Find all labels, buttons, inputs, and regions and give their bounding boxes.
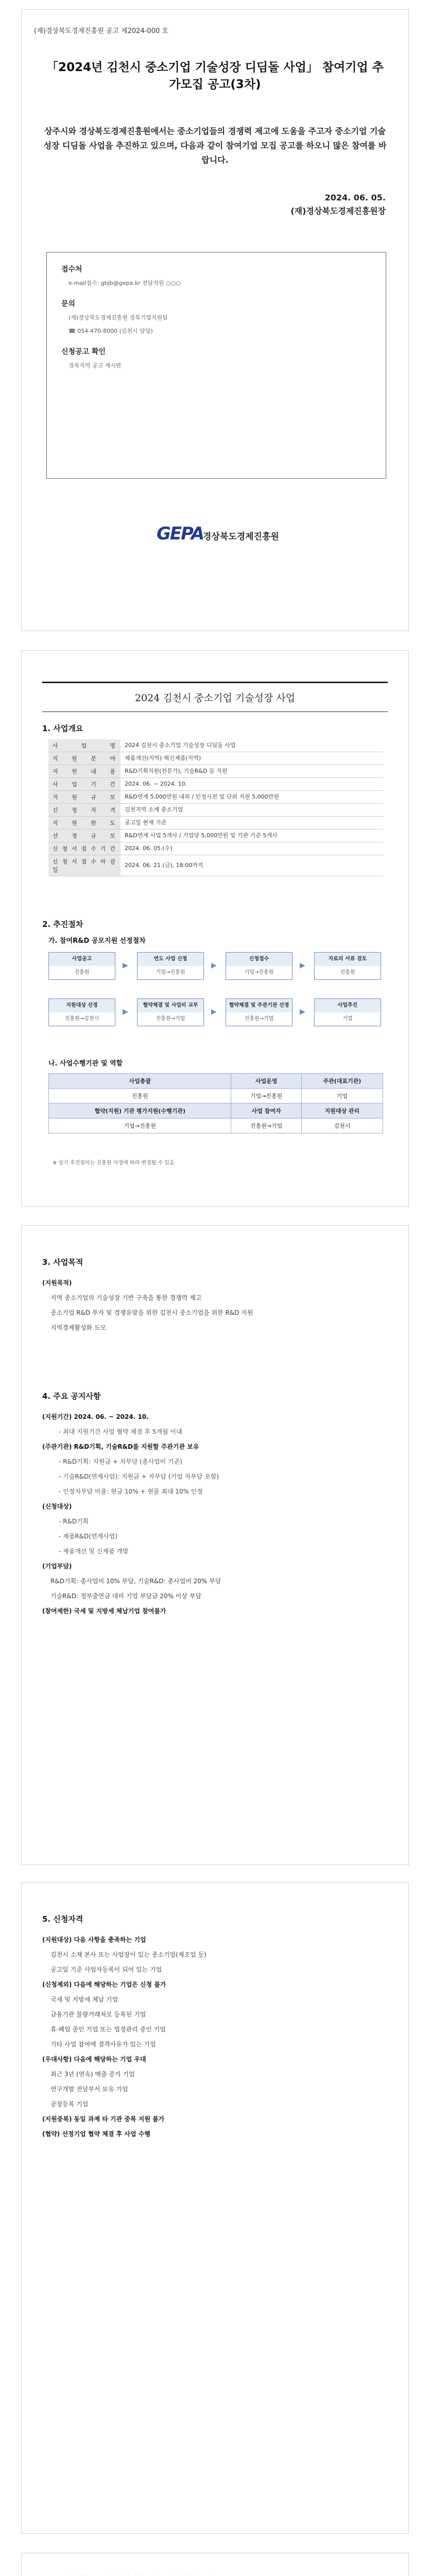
- contact-line: 경북지역 공고 게시판: [68, 362, 122, 369]
- text-line: (신청제외) 다음에 해당하는 기업은 신청 불가: [42, 1981, 166, 1988]
- role-cell: 기업: [301, 1089, 383, 1104]
- role-head: 사업 참여자: [231, 1104, 301, 1118]
- section-heading: 4. 주요 공지사항: [42, 1392, 101, 1401]
- overview-value: 김천지역 소재 중소기업: [121, 804, 383, 817]
- overview-row: [48, 778, 383, 791]
- document-number: (재)경상북도경제진흥원 공고 제2024-000 호: [34, 27, 168, 35]
- role-cell: 진흥원→기업: [231, 1118, 301, 1133]
- flow-step-actor: 진흥원→기업: [156, 1016, 185, 1022]
- role-cell: 진흥원: [49, 1089, 231, 1104]
- flow-step-actor: 진흥원→김천시: [64, 1016, 99, 1022]
- overview-row: [48, 804, 383, 817]
- flow-step: [226, 952, 293, 980]
- overview-key: 신 청 서 접 수 마 감 일: [48, 855, 121, 876]
- sub-heading: 가. 참여R&D 공모지원 선정절차: [48, 937, 146, 945]
- text-line: 금융기관 불량거래처로 등록된 기업: [50, 2011, 146, 2018]
- role-head: 지원대상 관리: [301, 1104, 383, 1118]
- contact-line: e-mail접수: gbjb@gepa.kr 전담직원 ○○○: [68, 280, 181, 286]
- overview-row: [48, 817, 383, 829]
- contact-line: (재)경상북도경제진흥원 경북기업지원팀: [68, 314, 168, 321]
- logo-text: 경상북도경제진흥원: [203, 531, 279, 542]
- overview-key: 사 업 기 간: [48, 778, 121, 791]
- arrow-right-icon: ▶: [300, 961, 305, 970]
- arrow-right-icon: ▶: [211, 961, 217, 970]
- overview-value: 2024 김천시 중소기업 기술성장 디딤돌 사업: [121, 739, 383, 752]
- notice-org: (재)경상북도경제진흥원장: [290, 206, 386, 216]
- text-line: (지원목적): [42, 1279, 72, 1286]
- text-line: (주관기관) R&D기획, 기술R&D를 지원할 주관기관 보유: [42, 1443, 199, 1450]
- text-line: 공고일 기준 사업자등록이 되어 있는 기업: [50, 1966, 162, 1973]
- text-line: - 기술R&D(연계사업): 지원금 + 자부담 (기업 자부담 포함): [59, 1473, 219, 1480]
- arrow-right-icon: ▶: [211, 1008, 217, 1016]
- flow-step-title: 자료의 서류 검토: [315, 953, 381, 966]
- overview-page: [21, 650, 409, 1207]
- overview-row: [48, 842, 383, 855]
- text-line: (협약) 선정기업 협약 체결 후 사업 수행: [42, 2130, 150, 2138]
- process-flow: [48, 952, 383, 1040]
- gepa-logo-icon: GEPA: [157, 523, 204, 544]
- overview-row: [48, 765, 383, 778]
- section-heading: 2. 추진절차: [42, 920, 83, 929]
- flow-step-actor: 기업: [342, 1016, 353, 1022]
- overview-value: R&D연계 5,000만원 내외 / 인정사전 및 단위 지원 5,000만원: [121, 791, 383, 804]
- text-line: R&D기획: 총사업비 10% 부담, 기술R&D: 총사업비 20% 부담: [50, 1578, 221, 1585]
- roles-note: ※ 상기 추진절차는 진흥원 사정에 따라 변경될 수 있음: [53, 1160, 175, 1166]
- text-line: 기술R&D: 정부출연금 대비 기업 부담금 20% 이상 부담: [50, 1592, 202, 1600]
- flow-step-title: 연도 사업 신청: [137, 953, 203, 966]
- flow-step: [226, 998, 293, 1026]
- notice-block: [42, 1409, 388, 1621]
- overview-key: 신 청 자 격: [48, 804, 121, 817]
- text-line: (우대사항) 다음에 해당하는 기업 우대: [42, 2056, 146, 2063]
- overview-key: 지 원 규 모: [48, 791, 121, 804]
- contact-head-3: 신청공고 확인: [61, 347, 106, 356]
- text-line: 지역경제활성화 도모: [50, 1324, 107, 1331]
- overview-value: R&D연계 사업 5개사 / 기업당 5,000만원 및 기관 기준 5개사: [121, 829, 383, 842]
- arrow-right-icon: ▶: [123, 1008, 128, 1016]
- text-line: (기업부담): [42, 1563, 72, 1570]
- flow-step-title: 협약체결 및 주관기관 선정: [226, 999, 292, 1012]
- program-title: 2024 김천시 중소기업 기술성장 사업: [42, 682, 388, 712]
- arrow-right-icon: ▶: [300, 1008, 305, 1016]
- role-head: 주관(대표기관): [301, 1074, 383, 1089]
- role-head: 사업운영: [231, 1074, 301, 1089]
- flow-step-actor: 진흥원→기업: [244, 1016, 274, 1022]
- overview-value: 2024. 06. 21.(금), 18:00까지: [121, 855, 383, 876]
- flow-step-title: 지원대상 선정: [49, 999, 115, 1012]
- overview-key: 지 원 내 용: [48, 765, 121, 778]
- text-line: 김천시 소재 본사 또는 사업장이 있는 중소기업(제조업 등): [50, 1951, 207, 1958]
- sub-heading: 나. 사업수행기관 및 역할: [48, 1060, 123, 1067]
- purpose-block: [42, 1275, 388, 1337]
- arrow-right-icon: ▶: [123, 961, 128, 970]
- text-line: (신청대상): [42, 1503, 72, 1510]
- contact-head-1: 접수처: [61, 265, 82, 274]
- notice-date-block: [290, 191, 386, 217]
- role-cell: 기업→진흥원: [231, 1089, 301, 1104]
- text-line: - 최대 지원기간 사업 협약 체결 후 5개월 이내: [59, 1428, 182, 1435]
- flow-step: [48, 952, 115, 980]
- role-head: 협약(지원) 기관 평가지원(수행기관): [49, 1104, 231, 1118]
- eligibility-page: [21, 1882, 409, 2534]
- intro-block: [42, 2574, 388, 2576]
- section-heading: 5. 신청자격: [42, 1914, 83, 1924]
- section-heading: 3. 사업목적: [42, 1258, 83, 1267]
- flow-step-title: 신청접수: [226, 953, 292, 966]
- overview-value: 2024. 06. 05.(수): [121, 842, 383, 855]
- overview-row: [48, 739, 383, 752]
- text-line: - 제품개선 및 신제품 개발: [59, 1548, 129, 1555]
- cover-page: [21, 9, 409, 631]
- text-line: 연구개발 전담부서 보유 기업: [50, 2086, 128, 2093]
- role-cell: 기업→진흥원: [49, 1118, 231, 1133]
- text-line: (지원대상) 다음 사항을 충족하는 기업: [42, 1936, 146, 1943]
- purpose-page: [21, 1225, 409, 1865]
- overview-key: 지 원 분 야: [48, 752, 121, 765]
- overview-table: [48, 739, 383, 876]
- role-cell: 김천시: [301, 1118, 383, 1133]
- flow-step: [137, 998, 204, 1026]
- text-line: 국세 및 지방세 체납 기업: [50, 1996, 118, 2003]
- text-line: - 제품R&D(연계사업): [59, 1533, 117, 1540]
- flow-step-actor: 진흥원: [340, 970, 355, 975]
- overview-key: 선 정 규 모: [48, 829, 121, 842]
- overview-row: [48, 855, 383, 876]
- flow-step-actor: 기업→진흥원: [156, 970, 185, 975]
- text-line: 공장등록 기업: [50, 2100, 89, 2108]
- role-head: 사업총괄: [49, 1074, 231, 1089]
- overview-value: 공고일 현재 기준: [121, 817, 383, 829]
- flow-step: [314, 998, 381, 1026]
- contact-head-2: 문의: [61, 299, 76, 308]
- text-line: 휴·폐업 중인 기업 또는 법정관리 중인 기업: [50, 2026, 166, 2033]
- overview-value: 제품개선(지역)·혁신제품(지역): [121, 752, 383, 765]
- overview-value: R&D기획지원(전문가), 기술R&D 등 지원: [121, 765, 383, 778]
- text-line: - R&D기획: 지원금 + 자부담 (총사업비 기준): [59, 1458, 182, 1465]
- text-line: [50, 2574, 388, 2576]
- roles-table: [48, 1073, 383, 1133]
- text-line: 지역 중소기업의 기술성장 기반 구축을 통한 경쟁력 제고: [50, 1294, 202, 1301]
- text-line: 최근 3년 (연속) 매출 증가 기업: [50, 2071, 135, 2078]
- flow-step-actor: 진흥원: [74, 970, 90, 975]
- text-line: - 인정자부담 비율: 현금 10% + 현물 최대 10% 인정: [59, 1488, 203, 1495]
- flow-step: [314, 952, 381, 980]
- flow-step-actor: 기업→진흥원: [244, 970, 274, 975]
- notice-body: 상주시와 경상북도경제진흥원에서는 중소기업들의 경쟁력 제고에 도움을 주고자 중소기업 기술성장 디딤돌 사업을 추진하고 있으며, 다음과 같이 참여기업 모집 공고를 하오니 많은 참여를 바랍니다.: [43, 126, 387, 165]
- gepa-logo: [157, 520, 290, 551]
- section-heading: 1. 사업개요: [42, 724, 83, 733]
- flow-step-title: 사업추진: [315, 999, 381, 1012]
- flow-step-title: 협약체결 및 사업비 교부: [137, 999, 203, 1012]
- flow-step: [48, 998, 115, 1026]
- notice-title: 「2024년 김천시 중소기업 기술성장 디딤돌 사업」 참여기업 추가모집 공고(3차): [46, 61, 384, 92]
- flow-step-title: 사업공고: [49, 953, 115, 966]
- application-page: [21, 2553, 409, 2576]
- text-line: 중소기업 R&D 투자 및 경쟁유발을 위한 김천시 중소기업을 위한 R&D 지원: [50, 1309, 253, 1316]
- overview-key: 신 청 서 접 수 기 간: [48, 842, 121, 855]
- text-line: 기타 사업 참여에 결격사유가 있는 기업: [50, 2041, 156, 2048]
- overview-key: 지 원 한 도: [48, 817, 121, 829]
- text-line: - R&D기획: [59, 1518, 89, 1525]
- notice-date: 2024. 06. 05.: [324, 193, 386, 202]
- overview-row: [48, 791, 383, 804]
- text-line: (지원중복) 동일 과제 타 기관 중복 지원 불가: [42, 2115, 165, 2123]
- overview-row: [48, 752, 383, 765]
- eligibility-block: [42, 1931, 388, 2144]
- contact-line: ☎ 054-470-8000 (김천시 담당): [68, 328, 153, 334]
- overview-key: 사 업 명: [48, 739, 121, 752]
- overview-row: [48, 829, 383, 842]
- flow-step: [137, 952, 204, 980]
- contact-box: [46, 252, 386, 479]
- overview-value: 2024. 06. ~ 2024. 10.: [121, 778, 383, 791]
- text-line: (지원기간) 2024. 06. ~ 2024. 10.: [42, 1413, 149, 1420]
- text-line: (참여제한) 국세 및 지방세 체납기업 참여불가: [42, 1607, 166, 1615]
